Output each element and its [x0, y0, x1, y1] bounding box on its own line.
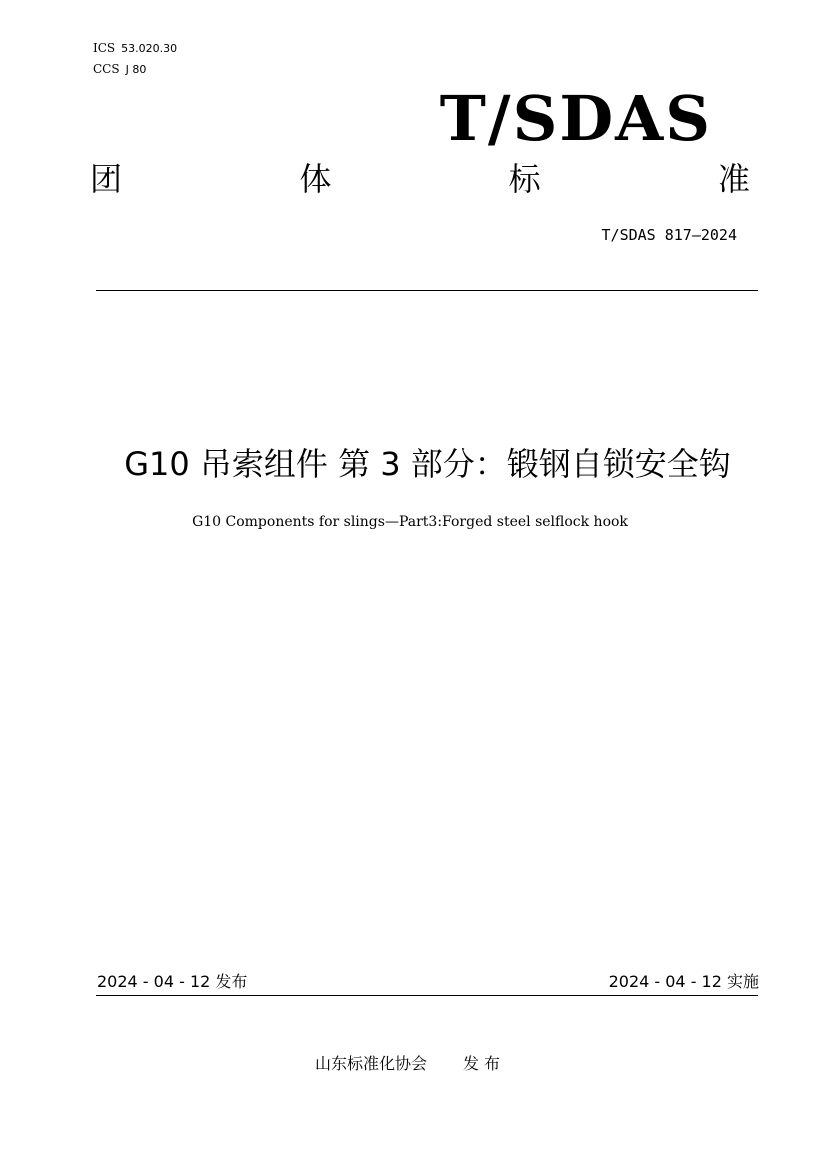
- standard-type-char: 标: [508, 160, 541, 198]
- ccs-value: J 80: [125, 63, 147, 76]
- ics-value: 53.020.30: [121, 42, 178, 55]
- implementation-date: 2024 - 04 - 12 实施: [608, 972, 759, 991]
- ccs-classification: [93, 62, 146, 77]
- footer-divider: [96, 995, 758, 996]
- publisher-line: [0, 1053, 815, 1075]
- ics-classification: [93, 41, 177, 56]
- ccs-label: CCS: [93, 62, 120, 76]
- standard-type: [90, 157, 750, 201]
- document-title-zh: G10 吊索组件 第 3 部分：锻钢自锁安全钩: [124, 445, 731, 483]
- ics-label: ICS: [93, 41, 116, 55]
- publisher-action: 发 布: [462, 1054, 501, 1073]
- publisher-name: 山东标准化协会: [314, 1054, 427, 1073]
- standard-type-char: 体: [299, 160, 332, 198]
- org-code-mark: T/SDAS: [439, 82, 712, 155]
- standard-type-char: 团: [90, 160, 123, 198]
- header-divider: [96, 290, 758, 291]
- standard-type-char: 准: [717, 160, 750, 198]
- standard-number: T/SDAS 817—2024: [601, 226, 737, 244]
- document-title-en: G10 Components for slings—Part3:Forged steel selflock hook: [192, 514, 628, 530]
- release-date: 2024 - 04 - 12 发布: [97, 972, 248, 991]
